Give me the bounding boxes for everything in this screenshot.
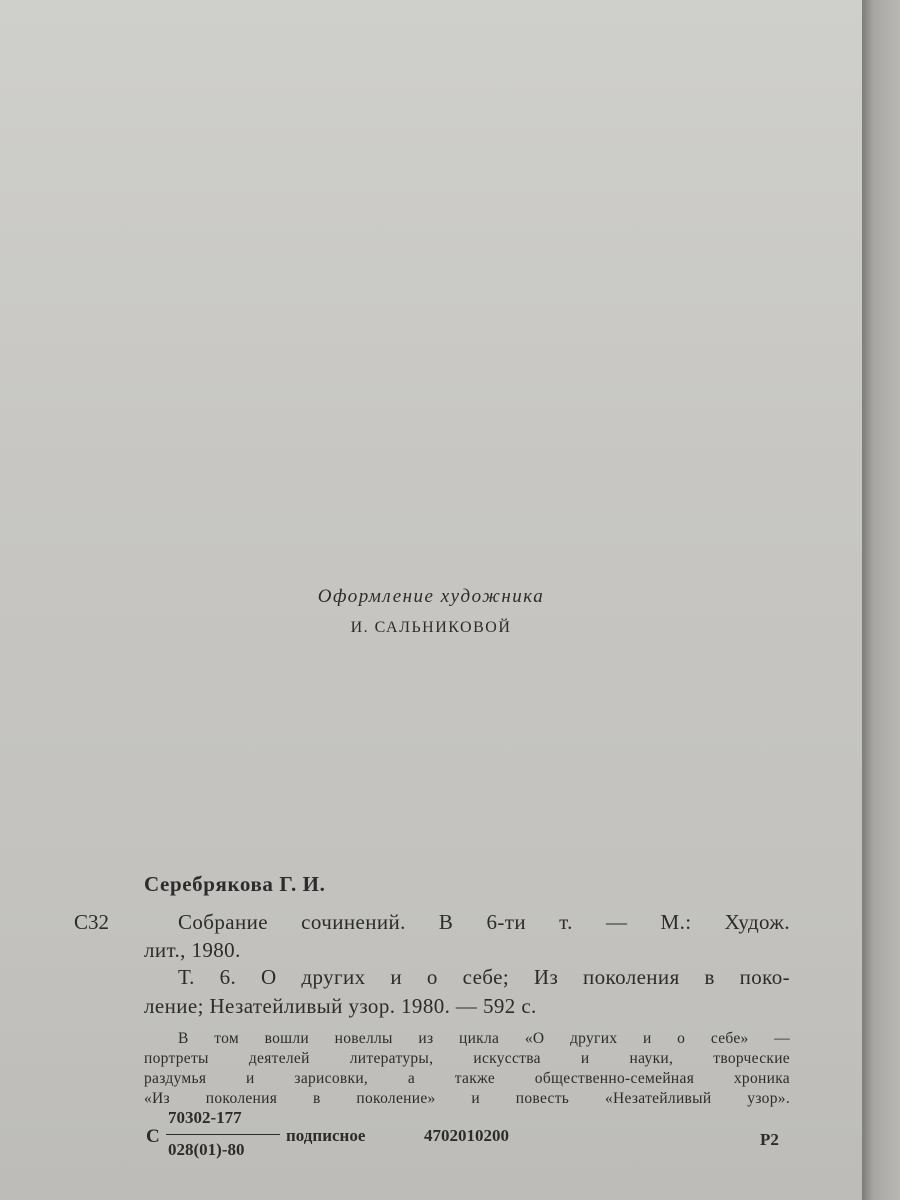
- designer-name: И. САЛЬНИКОВОЙ: [350, 619, 512, 636]
- page-edge: [862, 0, 900, 1200]
- annotation-line-1: В том вошли новеллы из цикла «О других и о себе» —: [178, 1030, 790, 1047]
- index-letter: С: [146, 1126, 160, 1147]
- annotation-line-2: портреты деятелей литературы, искусства и науки, творческие: [144, 1050, 790, 1067]
- catalog-line-1: Собрание сочинений. В 6-ти т. — М.: Худож.: [178, 910, 790, 934]
- catalog-number: 4702010200: [424, 1126, 509, 1145]
- price-code: Р2: [760, 1130, 779, 1149]
- catalog-line-4: ление; Незатейливый узор. 1980. — 592 с.: [144, 994, 537, 1018]
- catalog-line-3: Т. 6. О других и о себе; Из поколения в поко-: [178, 965, 790, 989]
- annotation-line-4: «Из поколения в поколение» и повесть «Незатейливый узор».: [144, 1090, 790, 1107]
- catalog-code: С32: [74, 910, 110, 934]
- catalog-line-2: лит., 1980.: [144, 938, 241, 962]
- catalog-author: Серебрякова Г. И.: [144, 872, 326, 896]
- fraction-bar: [166, 1134, 280, 1135]
- index-denominator: 028(01)-80: [168, 1140, 245, 1159]
- subscription-label: подписное: [286, 1126, 366, 1145]
- annotation-line-3: раздумья и зарисовки, а также общественно-семейная хроника: [144, 1070, 790, 1087]
- index-numerator: 70302-177: [168, 1108, 242, 1127]
- designer-credit-label: Оформление художника: [317, 586, 545, 607]
